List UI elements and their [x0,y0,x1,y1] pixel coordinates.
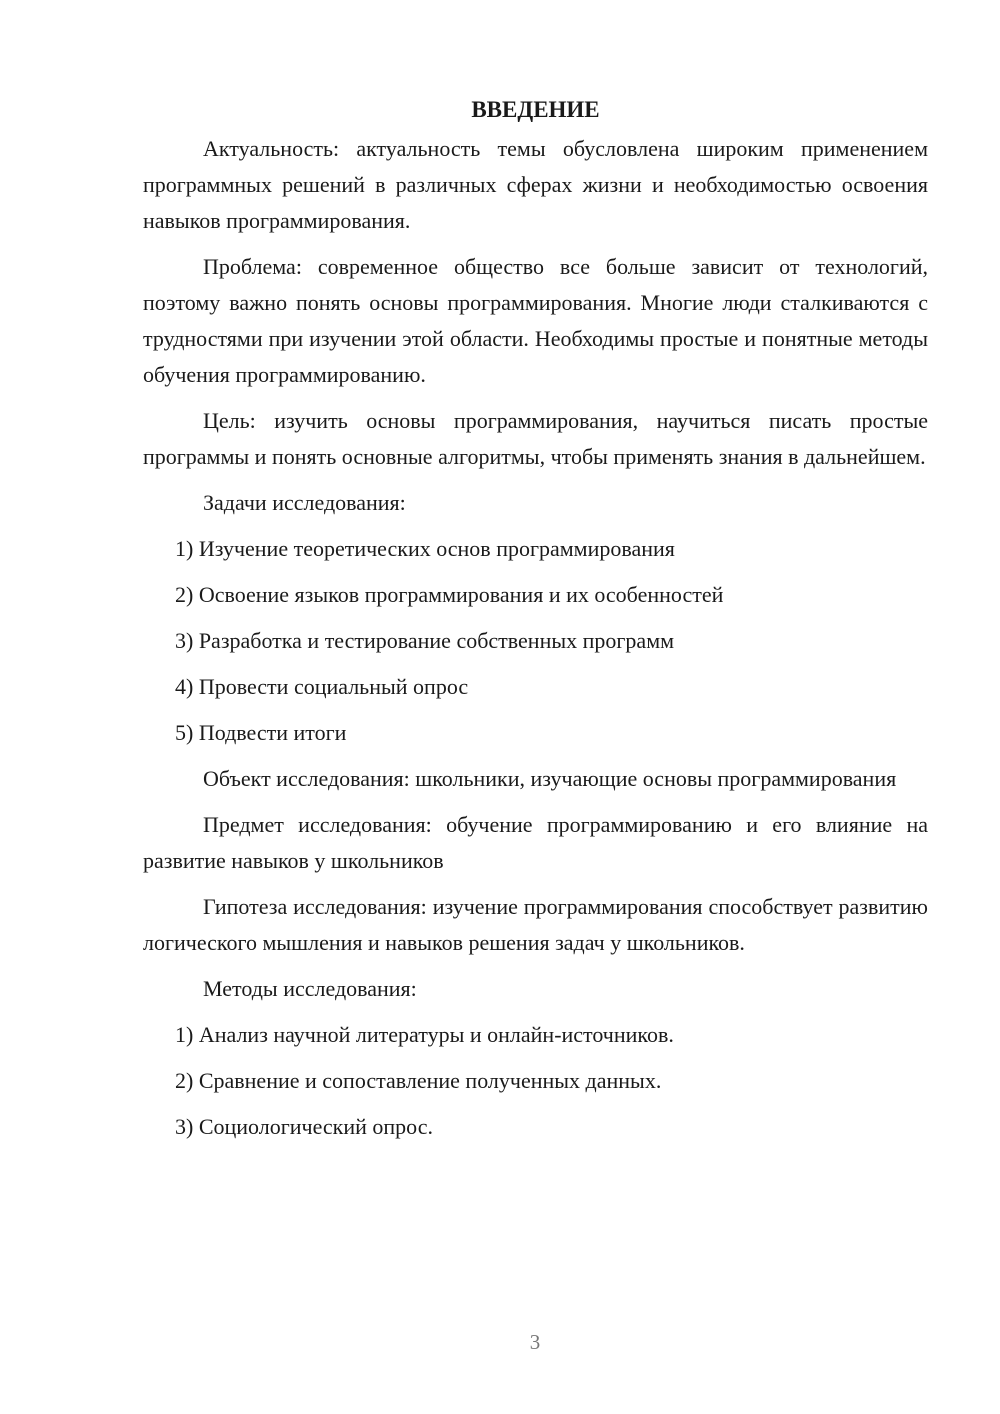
object-paragraph: Объект исследования: школьники, изучающие основы программирования [203,766,897,791]
page-title: ВВЕДЕНИЕ [471,97,600,122]
page-content [143,92,928,1155]
tasks-list [143,531,928,751]
methods-list [143,1017,928,1145]
methods-heading: Методы исследования: [203,976,417,1001]
list-item: 2) Освоение языков программирования и их особенностей [175,582,724,607]
goal-paragraph: Цель: изучить основы программирования, научиться писать простые программы и понять основные алгоритмы, чтобы применять знания в дальнейшем. [143,408,928,469]
relevance-paragraph: Актуальность: актуальность темы обусловлена широким применением программных решений в различных сферах жизни и необходимостью освоения навыков программирования. [143,136,928,233]
list-item: 3) Социологический опрос. [175,1114,433,1139]
list-item: 4) Провести социальный опрос [175,674,469,699]
list-item: 1) Изучение теоретических основ программирования [175,536,675,561]
tasks-heading: Задачи исследования: [203,490,406,515]
page-number: 3 [529,1330,541,1354]
list-item: 1) Анализ научной литературы и онлайн-источников. [175,1022,674,1047]
list-item: 5) Подвести итоги [175,720,347,745]
list-item: 3) Разработка и тестирование собственных программ [175,628,675,653]
list-item: 2) Сравнение и сопоставление полученных данных. [175,1068,662,1093]
subject-paragraph: Предмет исследования: обучение программированию и его влияние на развитие навыков у школьников [143,812,928,873]
hypothesis-paragraph: Гипотеза исследования: изучение программирования способствует развитию логического мышления и навыков решения задач у школьников. [143,894,928,955]
problem-paragraph: Проблема: современное общество все больше зависит от технологий, поэтому важно понять основы программирования. Многие люди сталкиваются с трудностями при изучении этой области. Необходимы простые и понятные методы обучения программированию. [143,254,928,387]
